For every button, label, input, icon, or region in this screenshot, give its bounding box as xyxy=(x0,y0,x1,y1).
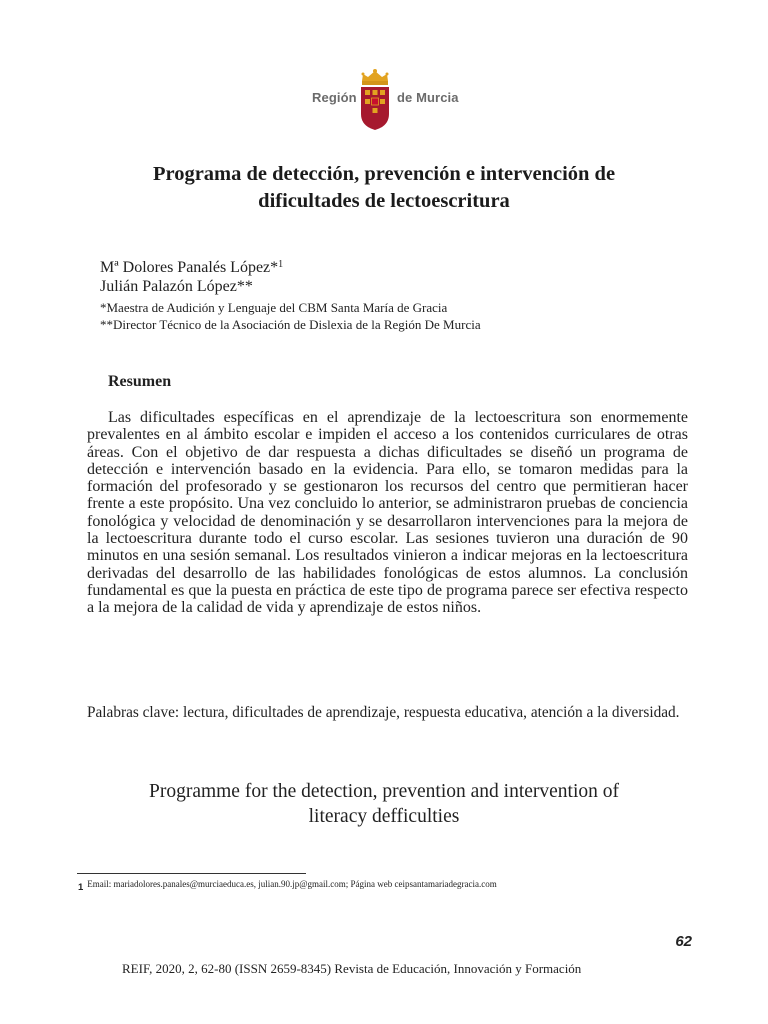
region-de-murcia-logo xyxy=(0,68,768,132)
footnote-divider xyxy=(77,873,306,874)
paper-title-line-1: Programa de detección, prevención e intervención de xyxy=(152,163,616,185)
abstract-heading: Resumen xyxy=(108,373,172,390)
coat-of-arms-icon xyxy=(359,68,391,132)
footnote xyxy=(78,878,497,891)
english-title-line-1: Programme for the detection, prevention and intervention of xyxy=(148,781,620,802)
author-1-name: Mª Dolores Panalés López* xyxy=(100,259,279,276)
footnote-number: 1 xyxy=(78,882,84,893)
author-1 xyxy=(100,259,283,277)
english-title xyxy=(60,779,708,829)
crown-icon xyxy=(362,69,389,85)
abstract-text: Las dificultades específicas en el aprendizaje de la lectoescritura son enormemente prevalentes en al ámbito escolar e impiden el acceso a los contenidos curriculares de otras áreas. Con el objetivo de dar respuesta a dichas dificultades se diseñó un programa de detección e intervención basado en la evidencia. Para ello, se tomaron medidas para la formación del profesorado y se gestionaron los recursos del centro que permitieran hacer frente a este propósito. Una vez concluido lo anterior, se administraron pruebas de conciencia fonológica y velocidad de denominación y se desarrollaron intervenciones para la mejora de la lectoescritura durante todo el curso escolar. Las sesiones tuvieron una duración de 90 minutos en una sesión semanal. Los resultados vinieron a indicar mejoras en la lectoescritura derivadas del desarrollo de las habilidades fonológicas de estos alumnos. La conclusión fundamental es que la puesta en práctica de este tipo de programa parece ser efectiva respecto a la mejora de la calidad de vida y aprendizaje de estos niños. xyxy=(87,409,688,617)
affiliation-1: *Maestra de Audición y Lenguaje del CBM Santa María de Gracia xyxy=(100,300,448,315)
page-number: 62 xyxy=(675,933,692,950)
author-2: Julián Palazón López** xyxy=(100,278,253,295)
paper-title-line-2: dificultades de lectoescritura xyxy=(258,190,510,212)
paper-title xyxy=(60,161,708,215)
keywords: Palabras clave: lectura, dificultades de aprendizaje, respuesta educativa, atención a la diversidad. xyxy=(87,704,680,721)
english-title-line-2: literacy defficulties xyxy=(308,806,460,827)
footnote-text: Email: mariadolores.panales@murciaeduca.es, julian.90.jp@gmail.com; Página web ceipsantamariadegracia.com xyxy=(87,879,497,889)
logo-text-region: Región xyxy=(312,90,357,105)
author-1-footnote-mark: 1 xyxy=(278,259,284,270)
affiliation-2: **Director Técnico de la Asociación de Dislexia de la Región De Murcia xyxy=(100,317,481,332)
journal-citation: REIF, 2020, 2, 62-80 (ISSN 2659-8345) Revista de Educación, Innovación y Formación xyxy=(122,961,582,976)
logo-text-de-murcia: de Murcia xyxy=(397,90,459,105)
